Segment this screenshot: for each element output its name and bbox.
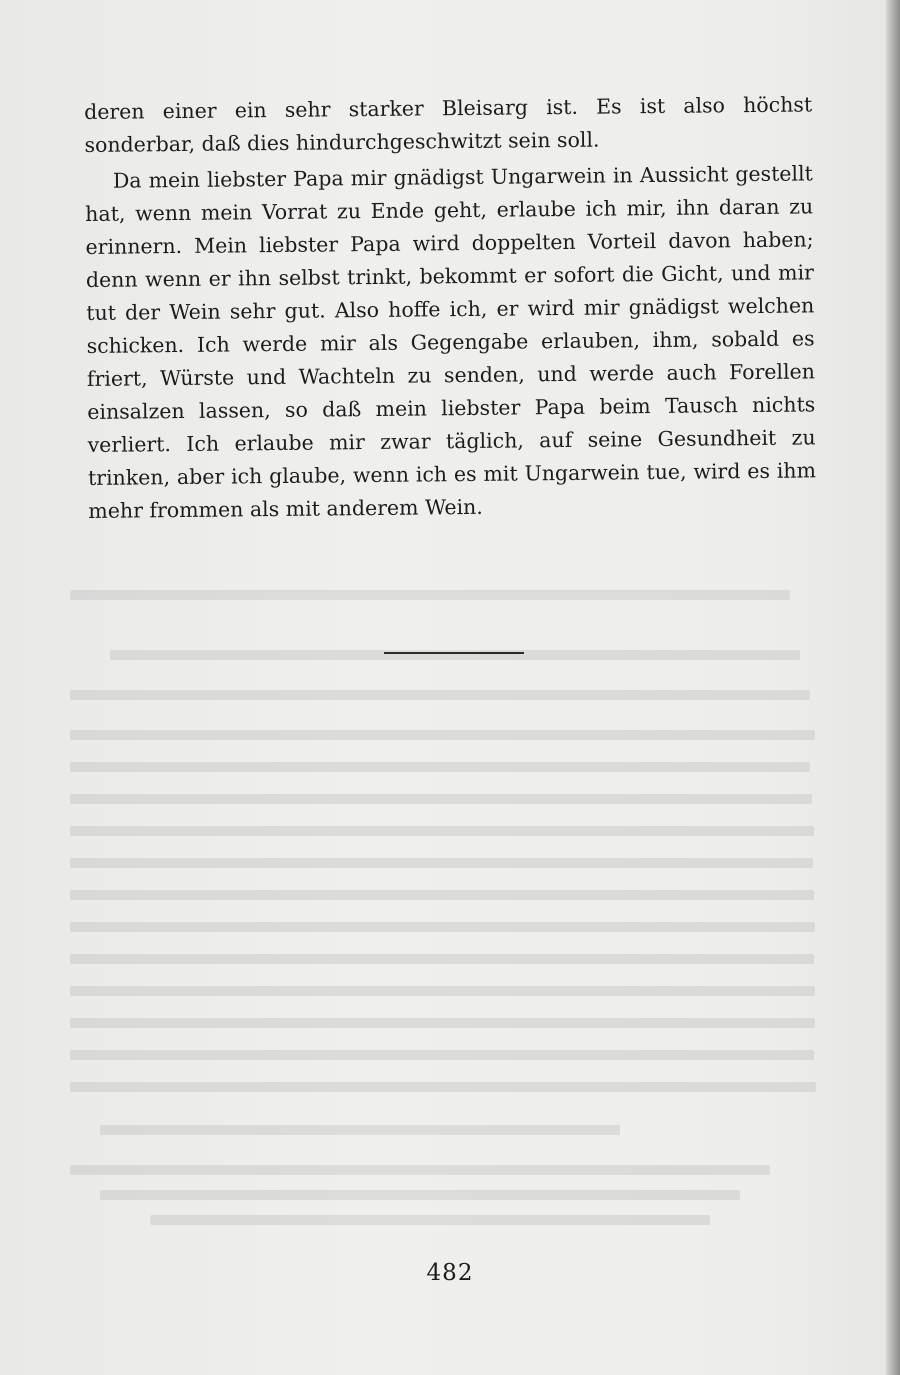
- page-edge-shadow: [886, 0, 900, 1375]
- page-number: 482: [426, 1260, 474, 1286]
- paragraph-2: Da mein liebster Papa mir gnädigst Ungarwein in Aussicht gestellt hat, wenn mein Vorrat zu Ende geht, erlaube ich mir, ihn daran zu erinnern. Mein liebster Papa wird doppelten Vorteil davon haben; denn wenn er ihn selbst trinkt, bekommt er sofort die Gicht, und mir tut der Wein sehr gut. Also hoffe ich, er wird mir gnädigst welchen schicken. Ich werde mir als Gegengabe erlauben, ihm, sobald es friert, Würste und Wachteln zu senden, und werde auch Forellen einsalzen lassen, so daß mein liebster Papa beim Tausch nichts verliert. Ich erlaube mir zwar täglich, auf seine Gesundheit zu trinken, aber ich glaube, wenn ich es mit Ungarwein tue, wird es ihm mehr frommen als mit anderem Wein.: [85, 161, 817, 523]
- paragraph-1: deren einer ein sehr starker Bleisarg ist. Es ist also höchst sonderbar, daß dies hindurchgeschwitzt sein soll.: [84, 92, 813, 157]
- body-text: [84, 88, 816, 528]
- section-divider: [384, 652, 524, 654]
